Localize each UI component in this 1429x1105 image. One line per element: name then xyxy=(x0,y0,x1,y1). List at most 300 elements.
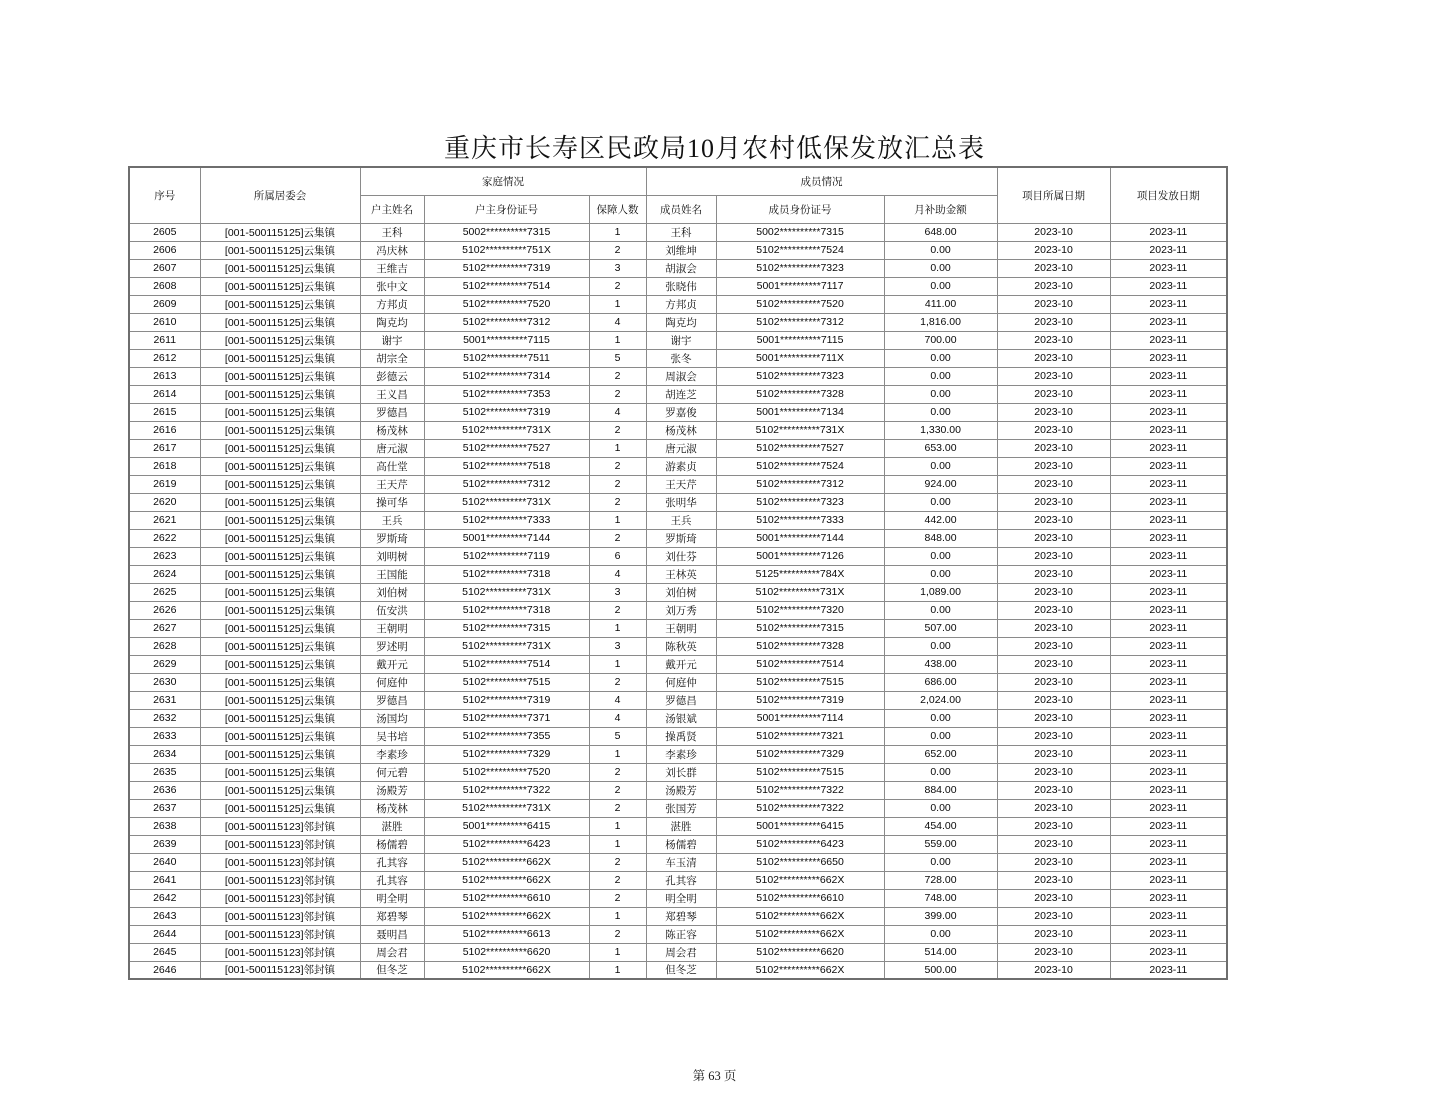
cell-head-name: 冯庆林 xyxy=(360,241,424,259)
table-row xyxy=(129,295,1227,313)
cell-project-month: 2023-10 xyxy=(997,637,1110,655)
cell-issue-month: 2023-11 xyxy=(1110,835,1227,853)
cell-member-id: 5102**********662X xyxy=(716,871,884,889)
cell-insured-count: 2 xyxy=(589,457,646,475)
cell-committee: [001-500115125]云集镇 xyxy=(200,241,360,259)
cell-member-name: 刘长群 xyxy=(646,763,716,781)
cell-member-id: 5001**********7126 xyxy=(716,547,884,565)
cell-insured-count: 2 xyxy=(589,673,646,691)
table-row xyxy=(129,331,1227,349)
cell-insured-count: 2 xyxy=(589,493,646,511)
cell-head-id: 5102**********7318 xyxy=(424,601,589,619)
cell-insured-count: 3 xyxy=(589,259,646,277)
cell-project-month: 2023-10 xyxy=(997,565,1110,583)
cell-committee: [001-500115125]云集镇 xyxy=(200,529,360,547)
col-header-serial: 序号 xyxy=(129,167,200,223)
cell-head-name: 胡宗全 xyxy=(360,349,424,367)
cell-head-name: 杨茂林 xyxy=(360,799,424,817)
cell-committee: [001-500115125]云集镇 xyxy=(200,511,360,529)
cell-issue-month: 2023-11 xyxy=(1110,331,1227,349)
cell-issue-month: 2023-11 xyxy=(1110,655,1227,673)
cell-issue-month: 2023-11 xyxy=(1110,385,1227,403)
cell-member-name: 刘仕芬 xyxy=(646,547,716,565)
cell-head-name: 王朝明 xyxy=(360,619,424,637)
cell-issue-month: 2023-11 xyxy=(1110,277,1227,295)
cell-member-id: 5102**********7323 xyxy=(716,259,884,277)
cell-member-id: 5102**********731X xyxy=(716,421,884,439)
cell-serial: 2633 xyxy=(129,727,200,745)
cell-insured-count: 5 xyxy=(589,349,646,367)
cell-insured-count: 2 xyxy=(589,925,646,943)
cell-serial: 2610 xyxy=(129,313,200,331)
cell-monthly-amount: 0.00 xyxy=(884,637,997,655)
cell-member-name: 罗嘉俊 xyxy=(646,403,716,421)
cell-serial: 2624 xyxy=(129,565,200,583)
cell-monthly-amount: 0.00 xyxy=(884,565,997,583)
cell-committee: [001-500115125]云集镇 xyxy=(200,421,360,439)
cell-issue-month: 2023-11 xyxy=(1110,871,1227,889)
cell-member-id: 5001**********6415 xyxy=(716,817,884,835)
table-body xyxy=(129,223,1227,979)
cell-committee: [001-500115125]云集镇 xyxy=(200,385,360,403)
cell-project-month: 2023-10 xyxy=(997,277,1110,295)
cell-project-month: 2023-10 xyxy=(997,673,1110,691)
cell-committee: [001-500115123]邻封镇 xyxy=(200,871,360,889)
cell-serial: 2627 xyxy=(129,619,200,637)
cell-head-id: 5102**********731X xyxy=(424,637,589,655)
cell-head-name: 王维吉 xyxy=(360,259,424,277)
cell-project-month: 2023-10 xyxy=(997,709,1110,727)
cell-member-id: 5001**********7114 xyxy=(716,709,884,727)
cell-project-month: 2023-10 xyxy=(997,655,1110,673)
cell-member-name: 陶克均 xyxy=(646,313,716,331)
cell-issue-month: 2023-11 xyxy=(1110,493,1227,511)
cell-insured-count: 1 xyxy=(589,961,646,979)
cell-monthly-amount: 848.00 xyxy=(884,529,997,547)
cell-serial: 2626 xyxy=(129,601,200,619)
cell-head-name: 吴书培 xyxy=(360,727,424,745)
table-row xyxy=(129,223,1227,241)
cell-committee: [001-500115123]邻封镇 xyxy=(200,961,360,979)
cell-committee: [001-500115125]云集镇 xyxy=(200,601,360,619)
cell-head-id: 5102**********662X xyxy=(424,961,589,979)
table-row xyxy=(129,637,1227,655)
cell-issue-month: 2023-11 xyxy=(1110,457,1227,475)
cell-member-name: 湛胜 xyxy=(646,817,716,835)
cell-serial: 2644 xyxy=(129,925,200,943)
table-row xyxy=(129,745,1227,763)
cell-member-id: 5102**********7323 xyxy=(716,493,884,511)
table-row xyxy=(129,835,1227,853)
cell-member-name: 王朝明 xyxy=(646,619,716,637)
cell-insured-count: 4 xyxy=(589,313,646,331)
cell-issue-month: 2023-11 xyxy=(1110,349,1227,367)
cell-insured-count: 1 xyxy=(589,295,646,313)
cell-serial: 2630 xyxy=(129,673,200,691)
cell-committee: [001-500115125]云集镇 xyxy=(200,655,360,673)
table-row xyxy=(129,241,1227,259)
cell-project-month: 2023-10 xyxy=(997,511,1110,529)
cell-committee: [001-500115125]云集镇 xyxy=(200,277,360,295)
cell-issue-month: 2023-11 xyxy=(1110,925,1227,943)
cell-monthly-amount: 0.00 xyxy=(884,403,997,421)
cell-head-id: 5102**********7518 xyxy=(424,457,589,475)
table-row xyxy=(129,259,1227,277)
cell-committee: [001-500115125]云集镇 xyxy=(200,439,360,457)
cell-issue-month: 2023-11 xyxy=(1110,619,1227,637)
cell-project-month: 2023-10 xyxy=(997,403,1110,421)
cell-serial: 2615 xyxy=(129,403,200,421)
cell-insured-count: 6 xyxy=(589,547,646,565)
cell-member-name: 王兵 xyxy=(646,511,716,529)
cell-issue-month: 2023-11 xyxy=(1110,367,1227,385)
cell-insured-count: 4 xyxy=(589,403,646,421)
cell-member-id: 5102**********7329 xyxy=(716,745,884,763)
cell-serial: 2629 xyxy=(129,655,200,673)
cell-member-id: 5102**********662X xyxy=(716,961,884,979)
cell-serial: 2613 xyxy=(129,367,200,385)
cell-head-id: 5102**********7514 xyxy=(424,277,589,295)
cell-member-id: 5102**********7323 xyxy=(716,367,884,385)
cell-committee: [001-500115125]云集镇 xyxy=(200,349,360,367)
cell-issue-month: 2023-11 xyxy=(1110,475,1227,493)
cell-insured-count: 2 xyxy=(589,475,646,493)
cell-project-month: 2023-10 xyxy=(997,223,1110,241)
cell-serial: 2621 xyxy=(129,511,200,529)
cell-head-id: 5102**********7353 xyxy=(424,385,589,403)
cell-member-id: 5102**********7328 xyxy=(716,637,884,655)
cell-issue-month: 2023-11 xyxy=(1110,817,1227,835)
cell-head-name: 罗德昌 xyxy=(360,403,424,421)
cell-head-id: 5102**********7329 xyxy=(424,745,589,763)
cell-head-name: 王科 xyxy=(360,223,424,241)
cell-project-month: 2023-10 xyxy=(997,799,1110,817)
cell-member-id: 5125**********784X xyxy=(716,565,884,583)
cell-committee: [001-500115123]邻封镇 xyxy=(200,907,360,925)
cell-monthly-amount: 500.00 xyxy=(884,961,997,979)
cell-committee: [001-500115125]云集镇 xyxy=(200,583,360,601)
cell-issue-month: 2023-11 xyxy=(1110,961,1227,979)
cell-member-name: 杨茂林 xyxy=(646,421,716,439)
cell-project-month: 2023-10 xyxy=(997,817,1110,835)
col-header-monthly-amount: 月补助金额 xyxy=(884,195,997,223)
cell-monthly-amount: 0.00 xyxy=(884,493,997,511)
cell-monthly-amount: 0.00 xyxy=(884,853,997,871)
cell-head-id: 5102**********7315 xyxy=(424,619,589,637)
cell-member-id: 5102**********7333 xyxy=(716,511,884,529)
cell-monthly-amount: 0.00 xyxy=(884,727,997,745)
table-row xyxy=(129,403,1227,421)
cell-project-month: 2023-10 xyxy=(997,529,1110,547)
table-row xyxy=(129,547,1227,565)
table-row xyxy=(129,727,1227,745)
cell-insured-count: 2 xyxy=(589,367,646,385)
table-row xyxy=(129,349,1227,367)
cell-member-id: 5102**********6423 xyxy=(716,835,884,853)
col-header-member-name: 成员姓名 xyxy=(646,195,716,223)
cell-member-id: 5102**********7322 xyxy=(716,781,884,799)
cell-monthly-amount: 0.00 xyxy=(884,547,997,565)
cell-member-name: 但冬芝 xyxy=(646,961,716,979)
cell-insured-count: 2 xyxy=(589,421,646,439)
cell-project-month: 2023-10 xyxy=(997,619,1110,637)
cell-issue-month: 2023-11 xyxy=(1110,943,1227,961)
cell-project-month: 2023-10 xyxy=(997,871,1110,889)
cell-head-id: 5102**********7319 xyxy=(424,259,589,277)
cell-monthly-amount: 0.00 xyxy=(884,799,997,817)
table-row xyxy=(129,925,1227,943)
cell-head-id: 5102**********7355 xyxy=(424,727,589,745)
cell-monthly-amount: 0.00 xyxy=(884,457,997,475)
table-row xyxy=(129,619,1227,637)
cell-head-name: 王义昌 xyxy=(360,385,424,403)
cell-project-month: 2023-10 xyxy=(997,241,1110,259)
cell-committee: [001-500115125]云集镇 xyxy=(200,565,360,583)
cell-insured-count: 1 xyxy=(589,943,646,961)
cell-project-month: 2023-10 xyxy=(997,601,1110,619)
cell-head-name: 方邦贞 xyxy=(360,295,424,313)
cell-issue-month: 2023-11 xyxy=(1110,565,1227,583)
cell-monthly-amount: 924.00 xyxy=(884,475,997,493)
cell-head-name: 罗述明 xyxy=(360,637,424,655)
table-row xyxy=(129,781,1227,799)
cell-project-month: 2023-10 xyxy=(997,385,1110,403)
cell-member-name: 操禹贤 xyxy=(646,727,716,745)
cell-monthly-amount: 748.00 xyxy=(884,889,997,907)
cell-insured-count: 1 xyxy=(589,907,646,925)
cell-member-id: 5102**********6610 xyxy=(716,889,884,907)
cell-project-month: 2023-10 xyxy=(997,493,1110,511)
cell-member-id: 5102**********7312 xyxy=(716,313,884,331)
table-row xyxy=(129,313,1227,331)
cell-member-name: 孔其容 xyxy=(646,871,716,889)
cell-head-name: 王兵 xyxy=(360,511,424,529)
cell-head-id: 5102**********7520 xyxy=(424,763,589,781)
cell-committee: [001-500115125]云集镇 xyxy=(200,781,360,799)
cell-monthly-amount: 454.00 xyxy=(884,817,997,835)
cell-serial: 2619 xyxy=(129,475,200,493)
cell-head-name: 王天芹 xyxy=(360,475,424,493)
cell-member-id: 5102**********7319 xyxy=(716,691,884,709)
cell-project-month: 2023-10 xyxy=(997,367,1110,385)
cell-head-id: 5102**********662X xyxy=(424,871,589,889)
cell-serial: 2606 xyxy=(129,241,200,259)
table-row xyxy=(129,529,1227,547)
header-row-groups xyxy=(129,167,1227,195)
cell-monthly-amount: 438.00 xyxy=(884,655,997,673)
cell-member-name: 周会君 xyxy=(646,943,716,961)
cell-head-id: 5102**********7515 xyxy=(424,673,589,691)
cell-head-name: 郑碧琴 xyxy=(360,907,424,925)
cell-monthly-amount: 0.00 xyxy=(884,259,997,277)
cell-project-month: 2023-10 xyxy=(997,295,1110,313)
cell-head-name: 汤国均 xyxy=(360,709,424,727)
cell-project-month: 2023-10 xyxy=(997,925,1110,943)
cell-committee: [001-500115123]邻封镇 xyxy=(200,889,360,907)
cell-monthly-amount: 686.00 xyxy=(884,673,997,691)
cell-committee: [001-500115125]云集镇 xyxy=(200,475,360,493)
cell-serial: 2607 xyxy=(129,259,200,277)
cell-serial: 2622 xyxy=(129,529,200,547)
table-row xyxy=(129,853,1227,871)
table-row xyxy=(129,817,1227,835)
cell-head-id: 5102**********731X xyxy=(424,421,589,439)
cell-member-id: 5102**********7320 xyxy=(716,601,884,619)
cell-serial: 2641 xyxy=(129,871,200,889)
cell-issue-month: 2023-11 xyxy=(1110,727,1227,745)
cell-issue-month: 2023-11 xyxy=(1110,709,1227,727)
table-row xyxy=(129,457,1227,475)
cell-monthly-amount: 653.00 xyxy=(884,439,997,457)
cell-member-id: 5102**********662X xyxy=(716,907,884,925)
cell-member-name: 杨儒碧 xyxy=(646,835,716,853)
cell-project-month: 2023-10 xyxy=(997,781,1110,799)
cell-member-name: 刘伯树 xyxy=(646,583,716,601)
cell-project-month: 2023-10 xyxy=(997,853,1110,871)
cell-member-name: 陈秋英 xyxy=(646,637,716,655)
cell-issue-month: 2023-11 xyxy=(1110,529,1227,547)
cell-member-name: 张晓伟 xyxy=(646,277,716,295)
cell-issue-month: 2023-11 xyxy=(1110,241,1227,259)
cell-head-id: 5102**********731X xyxy=(424,799,589,817)
cell-head-name: 罗斯琦 xyxy=(360,529,424,547)
cell-member-id: 5102**********7515 xyxy=(716,763,884,781)
cell-head-name: 何庭仲 xyxy=(360,673,424,691)
cell-monthly-amount: 0.00 xyxy=(884,925,997,943)
cell-issue-month: 2023-11 xyxy=(1110,295,1227,313)
cell-issue-month: 2023-11 xyxy=(1110,637,1227,655)
cell-issue-month: 2023-11 xyxy=(1110,853,1227,871)
cell-member-id: 5102**********7321 xyxy=(716,727,884,745)
cell-insured-count: 2 xyxy=(589,529,646,547)
cell-member-id: 5102**********7322 xyxy=(716,799,884,817)
cell-project-month: 2023-10 xyxy=(997,457,1110,475)
cell-project-month: 2023-10 xyxy=(997,439,1110,457)
cell-committee: [001-500115125]云集镇 xyxy=(200,637,360,655)
cell-issue-month: 2023-11 xyxy=(1110,403,1227,421)
cell-head-name: 李素珍 xyxy=(360,745,424,763)
cell-project-month: 2023-10 xyxy=(997,961,1110,979)
cell-head-name: 明全明 xyxy=(360,889,424,907)
cell-insured-count: 2 xyxy=(589,889,646,907)
cell-member-name: 郑碧琴 xyxy=(646,907,716,925)
table-header xyxy=(129,167,1227,223)
cell-serial: 2635 xyxy=(129,763,200,781)
cell-committee: [001-500115125]云集镇 xyxy=(200,457,360,475)
cell-committee: [001-500115125]云集镇 xyxy=(200,727,360,745)
cell-member-name: 陈正容 xyxy=(646,925,716,943)
cell-head-name: 彭德云 xyxy=(360,367,424,385)
cell-monthly-amount: 2,024.00 xyxy=(884,691,997,709)
cell-member-name: 汤银斌 xyxy=(646,709,716,727)
col-header-member-group: 成员情况 xyxy=(646,167,997,195)
cell-head-id: 5102**********7312 xyxy=(424,313,589,331)
cell-committee: [001-500115125]云集镇 xyxy=(200,223,360,241)
table-row xyxy=(129,799,1227,817)
table-row xyxy=(129,763,1227,781)
cell-monthly-amount: 514.00 xyxy=(884,943,997,961)
table-row xyxy=(129,385,1227,403)
cell-project-month: 2023-10 xyxy=(997,943,1110,961)
cell-project-month: 2023-10 xyxy=(997,727,1110,745)
cell-head-id: 5102**********731X xyxy=(424,493,589,511)
cell-issue-month: 2023-11 xyxy=(1110,439,1227,457)
cell-monthly-amount: 0.00 xyxy=(884,277,997,295)
cell-serial: 2646 xyxy=(129,961,200,979)
cell-serial: 2620 xyxy=(129,493,200,511)
cell-monthly-amount: 0.00 xyxy=(884,385,997,403)
cell-monthly-amount: 559.00 xyxy=(884,835,997,853)
cell-monthly-amount: 700.00 xyxy=(884,331,997,349)
cell-serial: 2612 xyxy=(129,349,200,367)
cell-committee: [001-500115125]云集镇 xyxy=(200,691,360,709)
cell-issue-month: 2023-11 xyxy=(1110,745,1227,763)
cell-head-id: 5102**********7527 xyxy=(424,439,589,457)
table-row xyxy=(129,907,1227,925)
cell-issue-month: 2023-11 xyxy=(1110,889,1227,907)
cell-issue-month: 2023-11 xyxy=(1110,907,1227,925)
table-row xyxy=(129,943,1227,961)
cell-member-name: 车玉清 xyxy=(646,853,716,871)
cell-insured-count: 2 xyxy=(589,871,646,889)
cell-issue-month: 2023-11 xyxy=(1110,673,1227,691)
cell-monthly-amount: 1,089.00 xyxy=(884,583,997,601)
cell-head-name: 唐元淑 xyxy=(360,439,424,457)
cell-head-name: 汤殿芳 xyxy=(360,781,424,799)
cell-issue-month: 2023-11 xyxy=(1110,799,1227,817)
cell-project-month: 2023-10 xyxy=(997,349,1110,367)
cell-head-id: 5102**********751X xyxy=(424,241,589,259)
cell-member-id: 5102**********7515 xyxy=(716,673,884,691)
cell-serial: 2632 xyxy=(129,709,200,727)
cell-head-name: 聂明昌 xyxy=(360,925,424,943)
cell-member-id: 5001**********711X xyxy=(716,349,884,367)
cell-committee: [001-500115125]云集镇 xyxy=(200,763,360,781)
cell-member-id: 5102**********7524 xyxy=(716,457,884,475)
cell-serial: 2636 xyxy=(129,781,200,799)
cell-member-name: 何庭仲 xyxy=(646,673,716,691)
cell-issue-month: 2023-11 xyxy=(1110,691,1227,709)
cell-project-month: 2023-10 xyxy=(997,835,1110,853)
cell-head-id: 5102**********7511 xyxy=(424,349,589,367)
cell-issue-month: 2023-11 xyxy=(1110,259,1227,277)
cell-committee: [001-500115125]云集镇 xyxy=(200,799,360,817)
cell-head-name: 刘明树 xyxy=(360,547,424,565)
col-header-member-id: 成员身份证号 xyxy=(716,195,884,223)
cell-serial: 2638 xyxy=(129,817,200,835)
cell-serial: 2605 xyxy=(129,223,200,241)
cell-member-name: 张冬 xyxy=(646,349,716,367)
cell-insured-count: 1 xyxy=(589,331,646,349)
cell-insured-count: 2 xyxy=(589,781,646,799)
cell-monthly-amount: 1,816.00 xyxy=(884,313,997,331)
cell-project-month: 2023-10 xyxy=(997,421,1110,439)
col-header-insured-count: 保障人数 xyxy=(589,195,646,223)
cell-insured-count: 1 xyxy=(589,223,646,241)
cell-issue-month: 2023-11 xyxy=(1110,763,1227,781)
cell-serial: 2611 xyxy=(129,331,200,349)
cell-member-id: 5001**********7144 xyxy=(716,529,884,547)
cell-member-id: 5001**********7134 xyxy=(716,403,884,421)
cell-insured-count: 2 xyxy=(589,241,646,259)
table-row xyxy=(129,583,1227,601)
cell-project-month: 2023-10 xyxy=(997,745,1110,763)
cell-member-id: 5102**********7520 xyxy=(716,295,884,313)
cell-head-id: 5102**********7318 xyxy=(424,565,589,583)
cell-head-id: 5001**********7115 xyxy=(424,331,589,349)
cell-member-name: 罗斯琦 xyxy=(646,529,716,547)
cell-committee: [001-500115123]邻封镇 xyxy=(200,943,360,961)
